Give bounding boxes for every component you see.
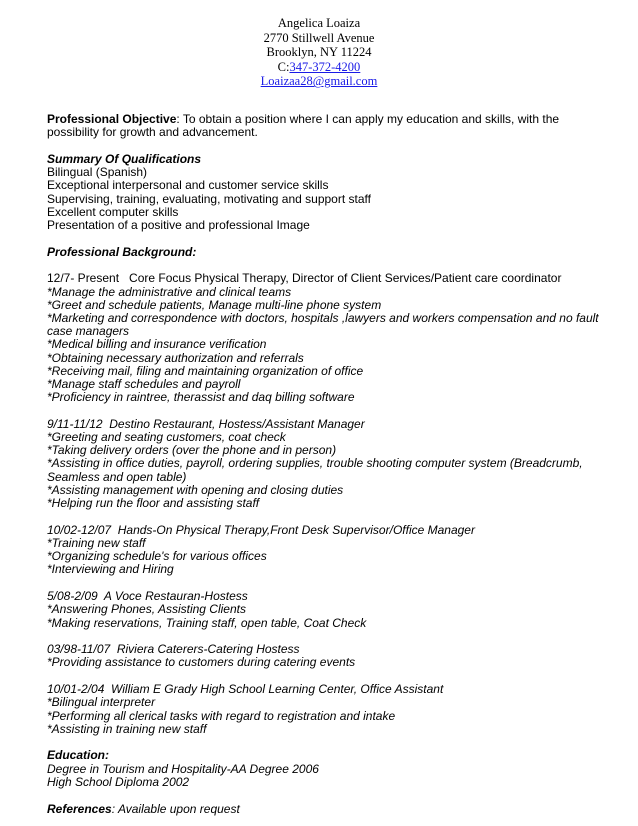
references-text: : Available upon request xyxy=(111,801,240,816)
address-line-1: 2770 Stillwell Avenue xyxy=(263,30,375,45)
job-duty-item: *Assisting management with opening and closing duties xyxy=(47,482,344,497)
resume-body xyxy=(47,113,612,816)
objective-text: : To obtain a position where I can apply my education and skills, with the possibility for growth and advancement. xyxy=(47,112,560,140)
job-duty-item: *Receiving mail, filing and maintaining organization of office xyxy=(47,363,364,378)
qualifications-title: Summary Of Qualifications xyxy=(47,151,202,166)
job-entry xyxy=(47,524,612,590)
education-list xyxy=(47,763,612,789)
job-entry xyxy=(47,418,612,524)
job-duty-item: *Taking delivery orders (over the phone and in person) xyxy=(47,443,337,458)
phone-link[interactable]: 347-372-4200 xyxy=(289,59,361,74)
job-duty-item: *Greet and schedule patients, Manage multi-line phone system xyxy=(47,297,382,312)
qualification-item: Exceptional interpersonal and customer service skills xyxy=(47,178,329,193)
job-heading: 10/01-2/04 William E Grady High School Learning Center, Office Assistant xyxy=(47,682,444,697)
jobs-list xyxy=(47,272,612,749)
address-line-2: Brooklyn, NY 11224 xyxy=(266,45,372,60)
qualification-item: Excellent computer skills xyxy=(47,204,179,219)
job-heading: 12/7- Present Core Focus Physical Therapy, Director of Client Services/Patient care coordinator xyxy=(47,271,562,286)
qualification-item: Supervising, training, evaluating, motivating and support staff xyxy=(47,191,371,206)
job-duty-item: *Marketing and correspondence with doctors, hospitals ,lawyers and workers compensation and no fault case managers xyxy=(47,310,599,339)
job-entry xyxy=(47,643,612,683)
job-duty-item: *Helping run the floor and assisting staff xyxy=(47,496,260,511)
background-title: Professional Background: xyxy=(47,244,197,259)
email-link[interactable]: Loaizaa28@gmail.com xyxy=(260,74,378,89)
job-duty-item: *Assisting in training new staff xyxy=(47,721,207,736)
job-heading: 5/08-2/09 A Voce Restauran-Hostess xyxy=(47,589,248,604)
qualifications-section xyxy=(47,153,612,232)
objective-section xyxy=(47,113,612,139)
job-duty-item: *Performing all clerical tasks with regard to registration and intake xyxy=(47,708,396,723)
job-duty-item: *Bilingual interpreter xyxy=(47,695,156,710)
background-section xyxy=(47,246,612,750)
job-entry xyxy=(47,272,612,418)
qualification-item: Presentation of a positive and professional Image xyxy=(47,217,310,232)
job-duty-item: *Assisting in office duties, payroll, ordering supplies, trouble shooting computer system (Breadcrumb, Seamless and open table) xyxy=(47,456,583,484)
job-duty-item: *Organizing schedule's for various offices xyxy=(47,549,267,564)
references-section xyxy=(47,803,612,816)
job-duty-item: *Medical billing and insurance verification xyxy=(47,337,267,352)
job-duty-item: *Manage the administrative and clinical teams xyxy=(47,284,292,299)
email-line xyxy=(0,74,638,89)
job-duty-item: *Training new staff xyxy=(47,535,146,550)
job-duty-item: *Providing assistance to customers during catering events xyxy=(47,655,356,670)
job-duty-item: *Greeting and seating customers, coat check xyxy=(47,430,286,445)
job-entry xyxy=(47,590,612,643)
job-duty-item: *Answering Phones, Assisting Clients xyxy=(47,602,246,617)
education-section xyxy=(47,749,612,789)
job-duty-item: *Obtaining necessary authorization and referrals xyxy=(47,350,304,365)
job-heading: 10/02-12/07 Hands-On Physical Therapy,Front Desk Supervisor/Office Manager xyxy=(47,522,475,537)
job-duty-item: *Making reservations, Training staff, open table, Coat Check xyxy=(47,615,367,630)
qualification-item: Bilingual (Spanish) xyxy=(47,165,148,180)
job-duty-item: *Interviewing and Hiring xyxy=(47,562,174,577)
job-heading: 03/98-11/07 Riviera Caterers-Catering Hostess xyxy=(47,642,300,657)
job-heading: 9/11-11/12 Destino Restaurant, Hostess/Assistant Manager xyxy=(47,416,365,431)
references-label: References xyxy=(47,801,112,816)
contact-header xyxy=(0,16,638,89)
education-item: Degree in Tourism and Hospitality-AA Degree 2006 xyxy=(47,761,319,776)
objective-label: Professional Objective xyxy=(47,112,177,126)
phone-line xyxy=(0,60,638,75)
job-duty-item: *Proficiency in raintree, therassist and daq billing software xyxy=(47,390,355,405)
job-duty-item: *Manage staff schedules and payroll xyxy=(47,376,241,391)
education-title: Education: xyxy=(47,748,109,763)
applicant-name: Angelica Loaiza xyxy=(277,16,361,30)
job-entry xyxy=(47,683,612,749)
phone-prefix: C: xyxy=(277,59,290,74)
education-item: High School Diploma 2002 xyxy=(47,774,190,789)
qualifications-list xyxy=(47,166,612,232)
